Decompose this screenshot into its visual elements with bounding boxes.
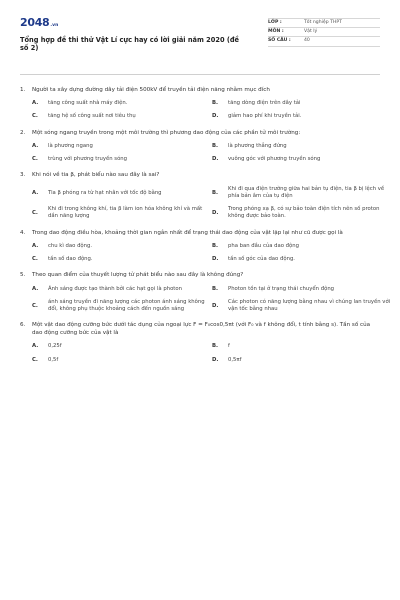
- question-text: Một vật dao động cưỡng bức dưới tác dụng của ngoại lực F = F₀cos0,5πt (với F₀ và f không đổi, t tính bằng s). Tần số của dao động cưỡng bức của vật là: [32, 322, 371, 336]
- option-text: tần số góc của dao động.: [228, 256, 295, 263]
- option-letter: A.: [32, 285, 39, 292]
- option-text: f: [228, 343, 230, 350]
- option-letter: B.: [212, 285, 219, 292]
- header-divider: [20, 74, 380, 75]
- question-number: 3.: [20, 172, 26, 179]
- option-letter: C.: [32, 302, 38, 309]
- option-a[interactable]: [32, 100, 212, 107]
- meta-table: [268, 16, 380, 64]
- option-text: ánh sáng truyền đi năng lượng các photon ánh sáng không đổi, không phụ thuộc khoảng cách đến nguồn sáng: [48, 299, 205, 313]
- brand-suffix: .vn: [50, 23, 59, 28]
- option-b[interactable]: [212, 100, 392, 107]
- option-letter: D.: [212, 302, 219, 309]
- option-text: tần số dao động.: [48, 256, 93, 263]
- option-b[interactable]: [212, 186, 392, 200]
- option-c[interactable]: [32, 206, 212, 220]
- options-grid: [32, 285, 391, 313]
- question-text: Khi nói về tia β, phát biểu nào sau đây là sai?: [32, 172, 160, 179]
- option-letter: A.: [32, 343, 39, 350]
- option-text: 0,5f: [48, 356, 59, 363]
- meta-value: Vật lý: [304, 28, 318, 34]
- option-letter: A.: [32, 143, 39, 150]
- option-d[interactable]: [212, 113, 392, 120]
- option-a[interactable]: [32, 286, 212, 293]
- option-c[interactable]: [32, 299, 212, 313]
- option-text: pha ban đầu của dao động: [228, 243, 300, 250]
- option-text: 0,5πf: [228, 356, 242, 363]
- meta-key: MÔN :: [268, 28, 284, 34]
- option-a[interactable]: [32, 143, 212, 150]
- option-d[interactable]: [212, 299, 392, 313]
- option-text: tăng dòng điện trên dây tải: [228, 100, 301, 107]
- question-4: [20, 230, 380, 264]
- options-grid: [32, 186, 385, 221]
- document-title: Tổng hợp đề thi thử Vật Lí cực hay có lời giải năm 2020 (đề số 2): [20, 35, 240, 53]
- options-grid: [32, 143, 380, 163]
- meta-row-class: [268, 18, 380, 28]
- option-text: Các photon có năng lượng bằng nhau vì chúng lan truyền với vận tốc bằng nhau: [228, 299, 391, 313]
- meta-row-count: [268, 37, 380, 47]
- option-d[interactable]: [212, 256, 392, 263]
- question-stem: [20, 87, 380, 95]
- option-letter: C.: [32, 256, 38, 263]
- option-text: là phương ngang: [48, 143, 93, 150]
- option-text: tăng công suất nhà máy điện.: [48, 100, 128, 107]
- document-header: [20, 16, 380, 64]
- option-a[interactable]: [32, 186, 212, 200]
- option-text: là phương thẳng đứng: [228, 143, 287, 150]
- question-text: Người ta xây dựng đường dây tải điện 500kV để truyền tải điện năng nhằm mục đích: [32, 86, 270, 93]
- option-text: vuông góc với phương truyền sóng: [228, 156, 321, 163]
- option-text: Khi đi trong không khí, tia β làm ion hóa không khí và mất dần năng lượng: [48, 206, 203, 220]
- option-letter: A.: [32, 243, 39, 250]
- option-c[interactable]: [32, 357, 212, 364]
- option-text: Tia β phóng ra từ hạt nhân với tốc độ bằng: [48, 189, 162, 196]
- option-c[interactable]: [32, 156, 212, 163]
- option-letter: B.: [212, 243, 219, 250]
- meta-key: SỐ CÂU :: [268, 38, 291, 44]
- meta-key: LỚP :: [268, 19, 282, 25]
- option-text: trùng với phương truyền sóng: [48, 156, 128, 163]
- question-6: [20, 322, 380, 363]
- option-letter: D.: [212, 356, 219, 363]
- question-stem: [20, 322, 380, 337]
- question-2: [20, 130, 380, 164]
- question-stem: [20, 272, 380, 280]
- question-text: Một sóng ngang truyền trong một môi trường thì phương dao động của các phần tử môi trường:: [32, 129, 301, 136]
- option-letter: D.: [212, 113, 219, 120]
- option-text: giảm hao phí khi truyền tải.: [228, 113, 302, 120]
- option-text: Photon tồn tại ở trạng thái chuyển động: [228, 285, 335, 292]
- option-d[interactable]: [212, 156, 392, 163]
- option-d[interactable]: [212, 357, 392, 364]
- option-a[interactable]: [32, 343, 212, 350]
- question-number: 5.: [20, 272, 26, 279]
- option-letter: C.: [32, 356, 38, 363]
- question-number: 1.: [20, 86, 26, 93]
- option-d[interactable]: [212, 206, 392, 220]
- question-1: [20, 87, 380, 121]
- option-letter: C.: [32, 156, 38, 163]
- option-b[interactable]: [212, 286, 392, 293]
- option-letter: A.: [32, 100, 39, 107]
- meta-value: 40: [304, 38, 310, 44]
- option-text: chu kì dao động.: [48, 243, 93, 250]
- question-stem: [20, 172, 380, 180]
- question-number: 6.: [20, 322, 26, 329]
- brand-name: 2048: [20, 16, 50, 29]
- option-a[interactable]: [32, 243, 212, 250]
- option-b[interactable]: [212, 343, 392, 350]
- question-stem: [20, 230, 380, 238]
- option-letter: B.: [212, 143, 219, 150]
- option-letter: D.: [212, 256, 219, 263]
- options-grid: [32, 100, 380, 120]
- option-b[interactable]: [212, 143, 392, 150]
- option-b[interactable]: [212, 243, 392, 250]
- option-text: Trong phóng xạ β, có sự bảo toàn điện tích nên số proton không được bảo toàn.: [228, 206, 380, 220]
- option-letter: A.: [32, 189, 39, 196]
- option-letter: D.: [212, 209, 219, 216]
- option-text: Khi đi qua điện trường giữa hai bản tụ điện, tia β bị lệch về phía bản âm của tụ điện: [228, 186, 385, 200]
- header-left: [20, 16, 240, 64]
- question-number: 4.: [20, 229, 26, 236]
- meta-value: Tốt nghiệp THPT: [304, 19, 342, 25]
- question-text: Trong dao động điều hòa, khoảng thời gian ngắn nhất để trạng thái dao động của vật lặp lại như cũ được gọi là: [32, 229, 343, 236]
- option-text: 0,25f: [48, 343, 62, 350]
- meta-row-subject: [268, 28, 380, 38]
- option-letter: C.: [32, 113, 38, 120]
- question-3: [20, 172, 385, 220]
- option-letter: D.: [212, 156, 219, 163]
- option-letter: C.: [32, 209, 38, 216]
- option-c[interactable]: [32, 256, 212, 263]
- options-grid: [32, 243, 380, 263]
- question-number: 2.: [20, 129, 26, 136]
- option-text: Ánh sáng được tạo thành bởi các hạt gọi là photon: [48, 285, 182, 292]
- option-letter: B.: [212, 100, 219, 107]
- question-5: [20, 272, 391, 313]
- option-letter: B.: [212, 189, 219, 196]
- option-letter: B.: [212, 343, 219, 350]
- question-text: Theo quan điểm của thuyết lượng tử phát biểu nào sau đây là không đúng?: [32, 272, 244, 279]
- options-grid: [32, 343, 380, 363]
- brand-logo[interactable]: [20, 16, 240, 31]
- question-stem: [20, 130, 380, 138]
- option-text: tăng hệ số công suất nơi tiêu thụ: [48, 113, 136, 120]
- option-c[interactable]: [32, 113, 212, 120]
